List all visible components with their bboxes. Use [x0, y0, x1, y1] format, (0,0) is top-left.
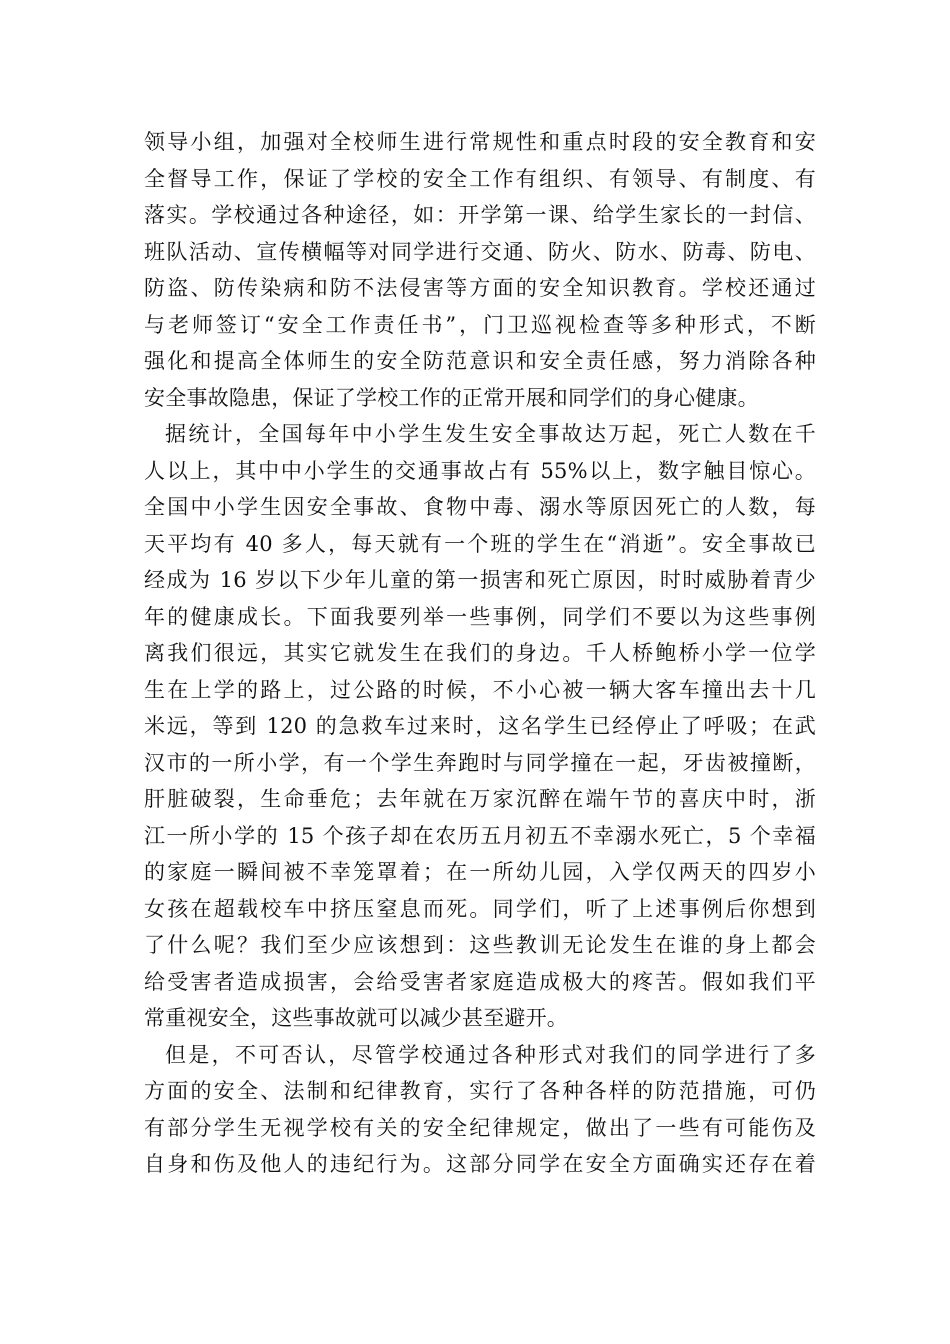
text-line: 与老师签订“安全工作责任书”，门卫巡视检查等多种形式，不断 — [144, 312, 816, 337]
document-body — [144, 124, 816, 1183]
text-line: 方面的安全、法制和纪律教育，实行了各种各样的防范措施，可仍 — [144, 1079, 816, 1103]
text-line: 班队活动、宣传横幅等对同学进行交通、防火、防水、防毒、防电、 — [144, 239, 816, 264]
text-line: 防盗、防传染病和防不法侵害等方面的安全知识教育。学校还通过 — [144, 276, 816, 300]
text-line: 据统计，全国每年中小学生发生安全事故达万起，死亡人数在千 — [165, 422, 816, 446]
text-line: 安全事故隐患，保证了学校工作的正常开展和同学们的身心健康。 — [144, 385, 759, 410]
text-line: 有部分学生无视学校有关的安全纪律规定，做出了一些有可能伤及 — [144, 1115, 816, 1140]
text-line: 年的健康成长。下面我要列举一些事例，同学们不要以为这些事例 — [144, 604, 816, 629]
text-line: 落实。学校通过各种途径，如：开学第一课、给学生家长的一封信、 — [144, 203, 816, 227]
text-line: 全国中小学生因安全事故、食物中毒、溺水等原因死亡的人数，每 — [144, 495, 816, 519]
text-line: 强化和提高全体师生的安全防范意识和安全责任感，努力消除各种 — [144, 349, 816, 373]
paragraph — [144, 416, 816, 1037]
text-line: 江一所小学的 15 个孩子却在农历五月初五不幸溺水死亡，5 个幸福 — [144, 823, 816, 848]
text-line: 自身和伤及他人的违纪行为。这部分同学在安全方面确实还存在着 — [144, 1152, 816, 1176]
paragraph — [144, 124, 816, 416]
text-line: 天平均有 40 多人，每天就有一个班的学生在“消逝”。安全事故已 — [144, 531, 816, 556]
text-line: 米远，等到 120 的急救车过来时，这名学生已经停止了呼吸；在武 — [144, 714, 816, 738]
text-line: 常重视安全，这些事故就可以减少甚至避开。 — [144, 1006, 568, 1030]
text-line: 汉市的一所小学，有一个学生奔跑时与同学撞在一起，牙齿被撞断， — [144, 750, 816, 775]
text-line: 了什么呢？我们至少应该想到：这些教训无论发生在谁的身上都会 — [144, 933, 816, 957]
text-line: 肝脏破裂，生命垂危；去年就在万家沉醉在端午节的喜庆中时，浙 — [144, 787, 816, 811]
paragraph — [144, 1037, 816, 1183]
text-line: 但是，不可否认，尽管学校通过各种形式对我们的同学进行了多 — [165, 1042, 816, 1067]
text-line: 领导小组，加强对全校师生进行常规性和重点时段的安全教育和安 — [144, 130, 816, 154]
text-line: 人以上，其中中小学生的交通事故占有 55%以上，数字触目惊心。 — [144, 458, 816, 483]
text-line: 生在上学的路上，过公路的时候，不小心被一辆大客车撞出去十几 — [144, 677, 816, 702]
text-line: 的家庭一瞬间被不幸笼罩着；在一所幼儿园，入学仅两天的四岁小 — [144, 860, 816, 884]
text-line: 离我们很远，其实它就发生在我们的身边。千人桥鲍桥小学一位学 — [144, 641, 816, 665]
text-line: 给受害者造成损害，会给受害者家庭造成极大的疼苦。假如我们平 — [144, 969, 816, 994]
text-line: 女孩在超载校车中挤压窒息而死。同学们，听了上述事例后你想到 — [144, 896, 816, 921]
text-line: 全督导工作，保证了学校的安全工作有组织、有领导、有制度、有 — [144, 166, 816, 191]
text-line: 经成为 16 岁以下少年儿童的第一损害和死亡原因，时时威胁着青少 — [144, 568, 816, 592]
